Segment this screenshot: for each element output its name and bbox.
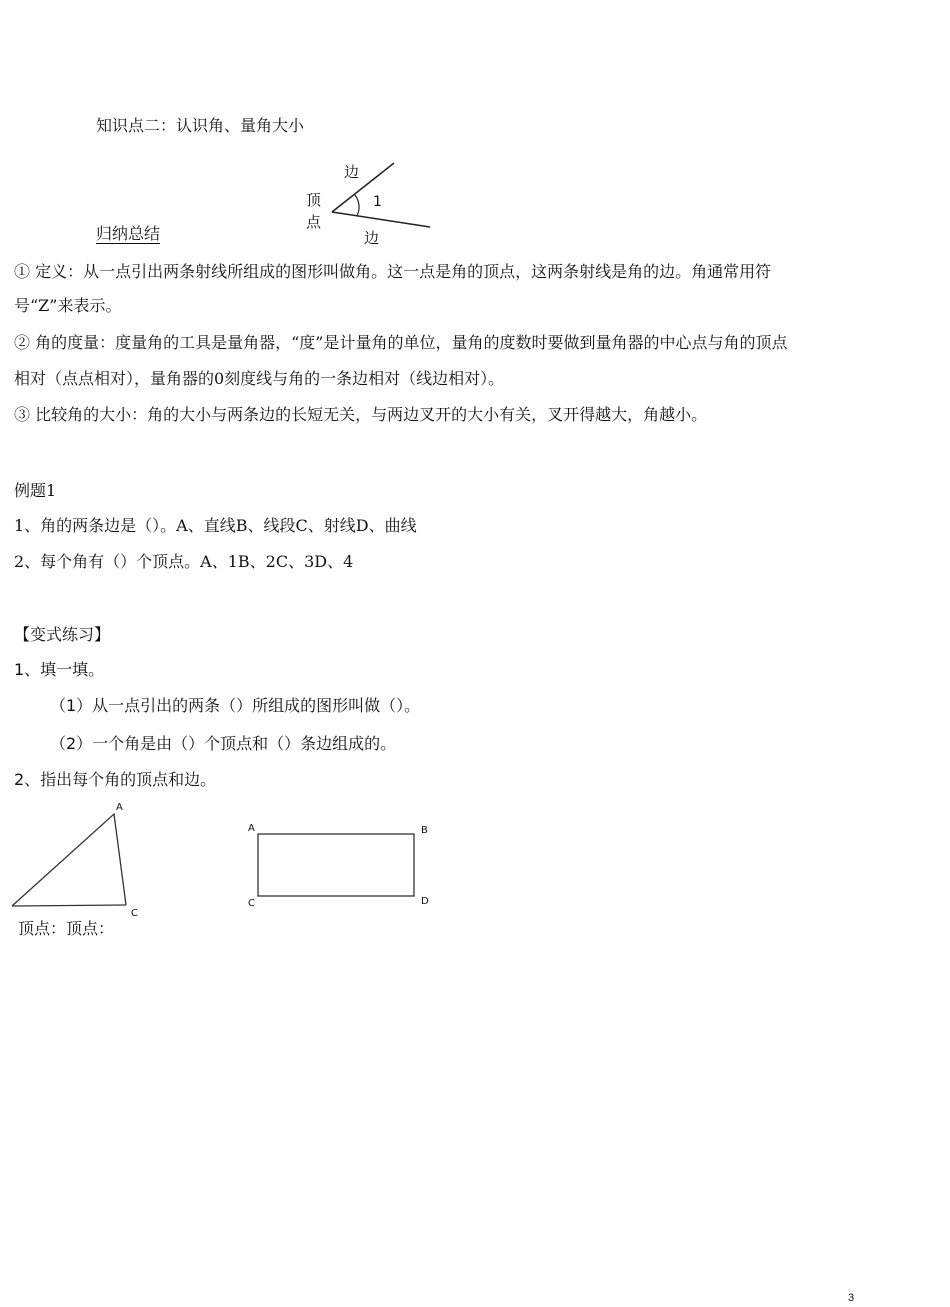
rectangle-shape xyxy=(258,834,414,896)
point-3 xyxy=(14,405,707,425)
angle-side-top-label: 边 xyxy=(344,163,360,181)
section-title: 知识点二：认识角、量角大小 xyxy=(96,116,305,135)
practice-title: 【变式练习】 xyxy=(14,625,111,644)
rectangle-diagram xyxy=(240,816,440,916)
point-1-marker: ① xyxy=(14,262,31,281)
rectangle-label-d: D xyxy=(421,896,429,907)
practice-question-1-1: （1）从一点引出的两条（）所组成的图形叫做（）。 xyxy=(50,696,421,715)
example-title: 例题1 xyxy=(14,481,57,500)
point-2-marker: ② xyxy=(14,333,31,352)
angle-arc xyxy=(355,195,359,216)
example-question-2: 2、每个角有（）个顶点。A、1B、2C、3D、4 xyxy=(14,552,354,571)
example-question-1: 1、角的两条边是（）。A、直线B、线段C、射线D、曲线 xyxy=(14,516,417,535)
angle-side-top-line xyxy=(332,163,394,212)
practice-question-2: 2、指出每个角的顶点和边。 xyxy=(14,770,217,789)
angle-number-label: 1 xyxy=(373,194,382,210)
angle-diagram xyxy=(300,155,440,250)
point-1-continued: 号“Z”来表示。 xyxy=(14,296,122,315)
point-1 xyxy=(14,262,771,282)
triangle-base-line xyxy=(12,905,126,906)
triangle-label-a: A xyxy=(116,802,123,813)
angle-side-bottom-label: 边 xyxy=(364,229,380,247)
point-1-text: 定义：从一点引出两条射线所组成的图形叫做角。这一点是角的顶点，这两条射线是角的边。角通常用符 xyxy=(35,262,772,281)
page-number: 3 xyxy=(848,1292,855,1304)
angle-vertex-label-1: 顶 xyxy=(306,191,322,209)
angle-side-bottom-line xyxy=(332,212,430,227)
point-3-text: 比较角的大小：角的大小与两条边的长短无关，与两边叉开的大小有关，叉开得越大，角越小。 xyxy=(35,405,708,424)
rectangle-label-c: C xyxy=(248,898,255,909)
angle-vertex-label-2: 点 xyxy=(306,213,322,231)
triangle-shape xyxy=(12,814,126,906)
triangle-label-c: C xyxy=(131,908,138,919)
triangle-diagram xyxy=(0,796,150,921)
practice-question-1-2: （2）一个角是由（）个顶点和（）条边组成的。 xyxy=(50,734,397,753)
practice-question-1: 1、填一填。 xyxy=(14,660,105,679)
point-2-continued: 相对（点点相对），量角器的0刻度线与角的一条边相对（线边相对）。 xyxy=(14,369,505,388)
rectangle-label-b: B xyxy=(421,825,428,836)
summary-label: 归纳总结 xyxy=(96,224,161,243)
point-3-marker: ③ xyxy=(14,405,31,424)
point-2 xyxy=(14,333,787,353)
rectangle-label-a: A xyxy=(248,823,255,834)
vertex-answer: 顶点：顶点： xyxy=(18,919,115,938)
point-2-text: 角的度量：度量角的工具是量角器，“度”是计量角的单位，量角的度数时要做到量角器的中心点与角的顶点 xyxy=(35,333,788,352)
